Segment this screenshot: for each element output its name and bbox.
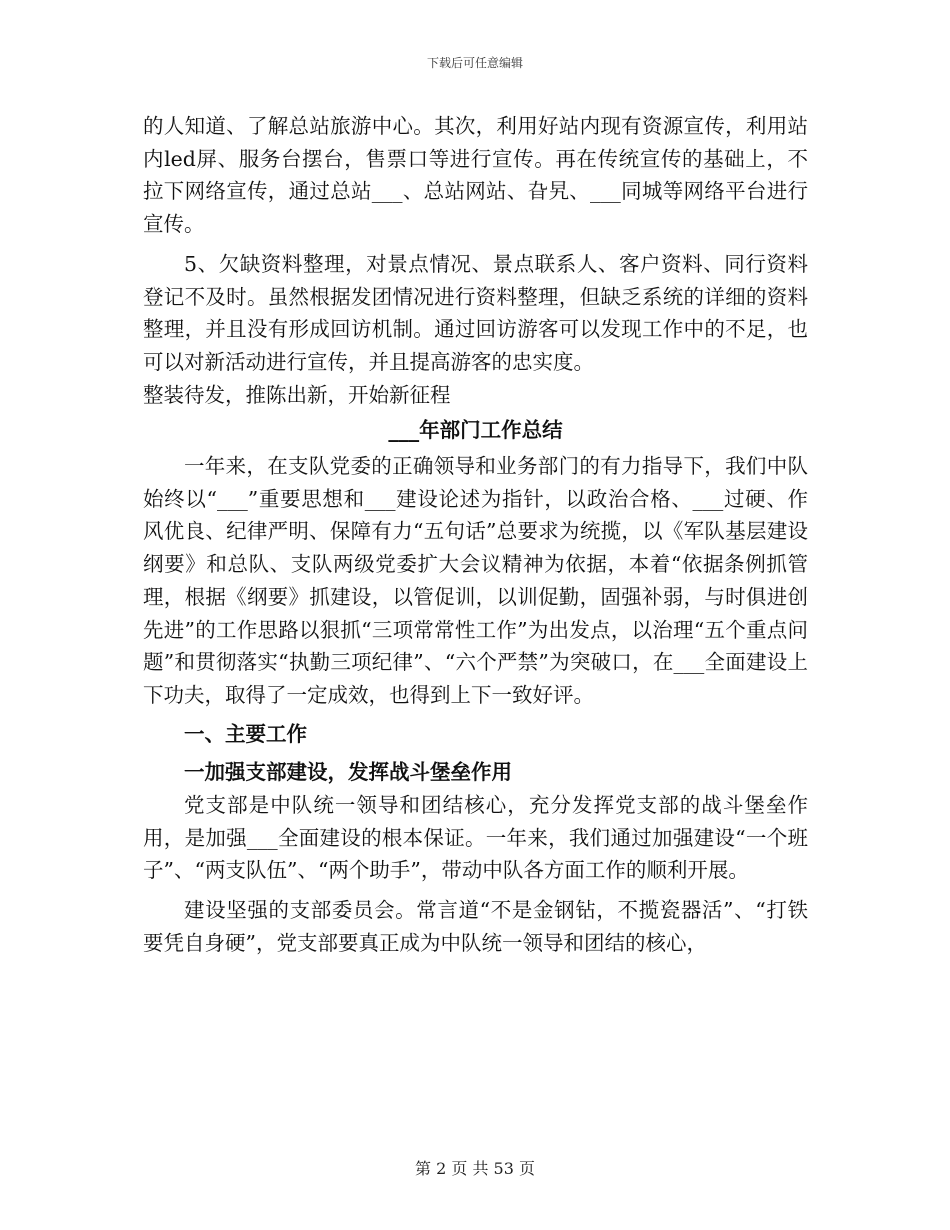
paragraph-committee: 建设坚强的支部委员会。常言道“不是金钢钻，不揽瓷器活”、“打铁要凭自身硬”，党支部要真正成为中队统一领导和团结的核心，: [143, 898, 808, 955]
document-title: ___年部门工作总结: [388, 418, 563, 443]
paragraph-data-management: 5、欠缺资料整理，对景点情况、景点联系人、客户资料、同行资料登记不及时。虽然根据发团情况进行资料整理，但缺乏系统的详细的资料整理，并且没有形成回访机制。通过回访游客可以发现工作中的不足，也可以对新活动进行宣传，并且提高游客的忠实度。: [143, 251, 808, 374]
paragraph-publicity: 的人知道、了解总站旅游中心。其次，利用好站内现有资源宣传，利用站内led屏、服务台摆台，售票口等进行宣传。再在传统宣传的基础上，不拉下网络宣传，通过总站___、总站网站、旮旯、___同城等网络平台进行宣传。: [143, 114, 808, 237]
paragraph-intro: 一年来，在支队党委的正确领导和业务部门的有力指导下，我们中队始终以“___”重要思想和___建设论述为指针，以政治合格、___过硬、作风优良、纪律严明、保障有力“五句话”总要求为统揽，以《军队基层建设纲要》和总队、支队两级党委扩大会议精神为依据，本着“依据条例抓管理，根据《纲要》抓建设，以管促训，以训促勤，固强补弱，与时俱进创先进”的工作思路以狠抓“三项常常性工作”为出发点，以治理“五个重点问题”和贯彻落实“执勤三项纪律”、“六个严禁”为突破口，在___全面建设上下功夫，取得了一定成效，也得到上下一致好评。: [143, 454, 808, 707]
document-body: [143, 110, 808, 960]
paragraph-branch-core: 党支部是中队统一领导和团结核心，充分发挥党支部的战斗堡垒作用，是加强___全面建设的根本保证。一年来，我们通过加强建设“一个班子”、“两支队伍”、“两个助手”，带动中队各方面工作的顺利开展。: [143, 793, 808, 883]
page-number: 第 2 页 共 53 页: [415, 1159, 535, 1178]
subsection-heading-branch-building: 一加强支部建设，发挥战斗堡垒作用: [184, 760, 512, 785]
paragraph-closing-slogan: 整装待发，推陈出新，开始新征程: [143, 382, 451, 407]
page-header-note: 下载后可任意编辑: [426, 56, 523, 70]
section-heading-main-work: 一、主要工作: [184, 721, 307, 746]
